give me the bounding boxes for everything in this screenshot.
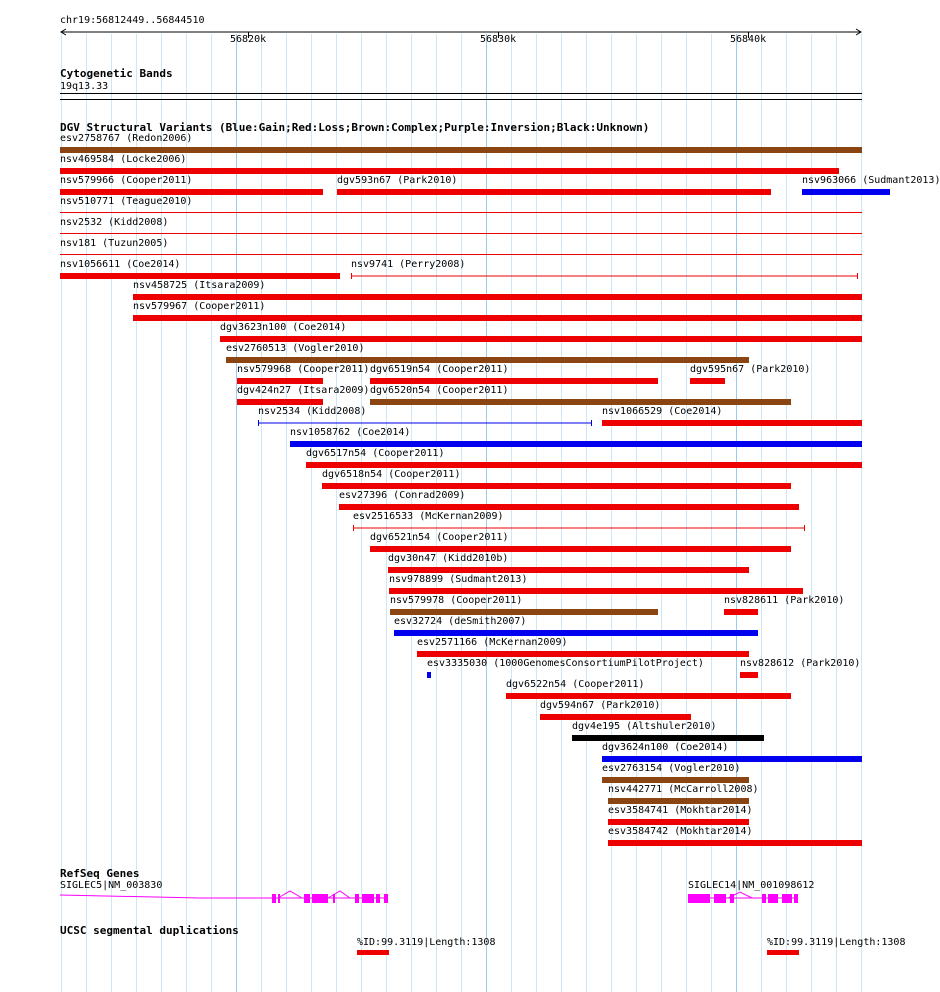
variant-label[interactable]: dgv6519n54 (Cooper2011) bbox=[370, 364, 509, 375]
exon bbox=[794, 894, 798, 903]
variant-label[interactable]: dgv6517n54 (Cooper2011) bbox=[306, 448, 445, 459]
exon bbox=[333, 894, 335, 903]
variant-bar[interactable] bbox=[237, 378, 323, 384]
exon bbox=[312, 894, 328, 903]
variant-label[interactable]: nsv458725 (Itsara2009) bbox=[133, 280, 266, 291]
variant-label[interactable]: dgv6520n54 (Cooper2011) bbox=[370, 385, 509, 396]
variant-label[interactable]: esv32724 (deSmith2007) bbox=[394, 616, 527, 627]
variant-bar[interactable] bbox=[602, 777, 749, 783]
variant-bar[interactable] bbox=[370, 378, 658, 384]
variant-label[interactable]: nsv442771 (McCarroll2008) bbox=[608, 784, 759, 795]
variant-label[interactable]: nsv579966 (Cooper2011) bbox=[60, 175, 193, 186]
variant-bar[interactable] bbox=[608, 819, 749, 825]
variant-bar[interactable] bbox=[608, 798, 749, 804]
track-title-segdups: UCSC segmental duplications bbox=[60, 924, 239, 937]
variant-label[interactable]: dgv593n67 (Park2010) bbox=[337, 175, 458, 186]
variant-bar[interactable] bbox=[390, 609, 658, 615]
variant-label[interactable]: nsv181 (Tuzun2005) bbox=[60, 238, 169, 249]
exon bbox=[376, 894, 380, 903]
variant-bar[interactable] bbox=[60, 273, 340, 279]
track-title-cytoband: Cytogenetic Bands bbox=[60, 67, 173, 80]
variant-bar[interactable] bbox=[602, 420, 862, 426]
cytoband-label: 19q13.33 bbox=[60, 81, 109, 92]
variant-bar[interactable] bbox=[133, 294, 862, 300]
variant-bar[interactable] bbox=[133, 315, 862, 321]
variant-label[interactable]: esv2763154 (Vogler2010) bbox=[602, 763, 741, 774]
variant-label[interactable]: dgv6522n54 (Cooper2011) bbox=[506, 679, 645, 690]
variant-bar[interactable] bbox=[417, 651, 749, 657]
variant-label[interactable]: nsv1058762 (Coe2014) bbox=[290, 427, 411, 438]
variant-label[interactable]: nsv579968 (Cooper2011) bbox=[237, 364, 370, 375]
variant-bar[interactable] bbox=[389, 588, 803, 594]
variant-bar[interactable] bbox=[394, 630, 758, 636]
variant-bar[interactable] bbox=[608, 840, 862, 846]
gene-models[interactable] bbox=[0, 890, 890, 906]
variant-label[interactable]: nsv9741 (Perry2008) bbox=[351, 259, 466, 270]
exon bbox=[278, 894, 280, 903]
exon bbox=[762, 894, 766, 903]
variant-bar[interactable] bbox=[506, 693, 791, 699]
exon bbox=[384, 894, 388, 903]
variant-label[interactable]: nsv469584 (Locke2006) bbox=[60, 154, 187, 165]
gene-label-siglec5[interactable]: SIGLEC5|NM_003830 bbox=[60, 880, 163, 891]
exon bbox=[768, 894, 778, 903]
variant-bar[interactable] bbox=[339, 504, 799, 510]
segdup-bar[interactable] bbox=[357, 950, 389, 955]
variant-label[interactable]: nsv828612 (Park2010) bbox=[740, 658, 861, 669]
variant-bar[interactable] bbox=[802, 189, 890, 195]
variant-bar[interactable] bbox=[370, 546, 791, 552]
exon bbox=[714, 894, 726, 903]
ruler-tick-label: 56830k bbox=[480, 34, 517, 45]
variant-label[interactable]: esv27396 (Conrad2009) bbox=[339, 490, 466, 501]
exon bbox=[304, 894, 310, 903]
variant-bar[interactable] bbox=[388, 567, 749, 573]
variant-bar[interactable] bbox=[540, 714, 691, 720]
variant-label[interactable]: esv3584742 (Mokhtar2014) bbox=[608, 826, 753, 837]
variant-label[interactable]: dgv6518n54 (Cooper2011) bbox=[322, 469, 461, 480]
variant-label[interactable]: dgv30n47 (Kidd2010b) bbox=[388, 553, 509, 564]
variant-bar[interactable] bbox=[602, 756, 862, 762]
variant-label[interactable]: nsv2532 (Kidd2008) bbox=[60, 217, 169, 228]
segdup-label: %ID:99.3119|Length:1308 bbox=[357, 937, 496, 948]
variant-label[interactable]: esv2760513 (Vogler2010) bbox=[226, 343, 365, 354]
variant-bar[interactable] bbox=[572, 735, 764, 741]
variant-label[interactable]: nsv828611 (Park2010) bbox=[724, 595, 845, 606]
variant-label[interactable]: dgv424n27 (Itsara2009) bbox=[237, 385, 370, 396]
variant-bar[interactable] bbox=[740, 672, 758, 678]
variant-bar[interactable] bbox=[370, 399, 791, 405]
variant-bar[interactable] bbox=[322, 483, 791, 489]
variant-bar[interactable] bbox=[724, 609, 758, 615]
variant-label[interactable]: dgv3623n100 (Coe2014) bbox=[220, 322, 347, 333]
variant-span[interactable] bbox=[258, 419, 593, 427]
variant-label[interactable]: dgv595n67 (Park2010) bbox=[690, 364, 811, 375]
variant-label[interactable]: nsv1066529 (Coe2014) bbox=[602, 406, 723, 417]
variant-bar[interactable] bbox=[60, 189, 323, 195]
exon bbox=[688, 894, 710, 903]
variant-label[interactable]: dgv3624n100 (Coe2014) bbox=[602, 742, 729, 753]
variant-label[interactable]: nsv2534 (Kidd2008) bbox=[258, 406, 367, 417]
variant-label[interactable]: nsv978899 (Sudmant2013) bbox=[389, 574, 528, 585]
track-title-refseq: RefSeq Genes bbox=[60, 867, 140, 880]
variant-label[interactable]: dgv594n67 (Park2010) bbox=[540, 700, 661, 711]
variant-line[interactable] bbox=[60, 254, 862, 255]
variant-bar[interactable] bbox=[427, 672, 431, 678]
cytoband-outline-bottom bbox=[60, 99, 862, 100]
position-label: chr19:56812449..56844510 bbox=[60, 15, 205, 26]
variant-bar[interactable] bbox=[306, 462, 862, 468]
variant-label[interactable]: esv2516533 (McKernan2009) bbox=[353, 511, 504, 522]
variant-bar[interactable] bbox=[337, 189, 771, 195]
variant-label[interactable]: nsv963066 (Sudmant2013) bbox=[802, 175, 940, 186]
cytoband-outline-top bbox=[60, 93, 862, 94]
variant-label[interactable]: nsv510771 (Teague2010) bbox=[60, 196, 193, 207]
variant-label[interactable]: esv2571166 (McKernan2009) bbox=[417, 637, 568, 648]
variant-label[interactable]: nsv1056611 (Coe2014) bbox=[60, 259, 181, 270]
ruler-tick-label: 56820k bbox=[230, 34, 267, 45]
track-title-dgv: DGV Structural Variants (Blue:Gain;Red:Loss;Brown:Complex;Purple:Inversion;Black:Unknown) bbox=[60, 121, 650, 134]
exon bbox=[362, 894, 374, 903]
variant-line[interactable] bbox=[60, 212, 862, 213]
variant-line[interactable] bbox=[60, 233, 862, 234]
segdup-bar[interactable] bbox=[767, 950, 799, 955]
variant-bar[interactable] bbox=[690, 378, 725, 384]
exon bbox=[782, 894, 792, 903]
variant-bar[interactable] bbox=[290, 441, 862, 447]
variant-bar[interactable] bbox=[220, 336, 862, 342]
variant-label[interactable]: esv2758767 (Redon2006) bbox=[60, 133, 193, 144]
variant-label[interactable]: dgv4e195 (Altshuler2010) bbox=[572, 721, 717, 732]
variant-label[interactable]: esv3335030 (1000GenomesConsortiumPilotProject) bbox=[427, 658, 704, 669]
segdup-label: %ID:99.3119|Length:1308 bbox=[767, 937, 906, 948]
variant-span[interactable] bbox=[353, 524, 806, 532]
variant-label[interactable]: nsv579978 (Cooper2011) bbox=[390, 595, 523, 606]
variant-span[interactable] bbox=[351, 272, 859, 280]
variant-label[interactable]: nsv579967 (Cooper2011) bbox=[133, 301, 266, 312]
variant-bar[interactable] bbox=[60, 147, 862, 153]
ruler-tick-label: 56840k bbox=[730, 34, 767, 45]
gene-label-siglec14[interactable]: SIGLEC14|NM_001098612 bbox=[688, 880, 815, 891]
exon bbox=[730, 894, 734, 903]
variant-label[interactable]: esv3584741 (Mokhtar2014) bbox=[608, 805, 753, 816]
variant-label[interactable]: dgv6521n54 (Cooper2011) bbox=[370, 532, 509, 543]
variant-bar[interactable] bbox=[226, 357, 749, 363]
exon bbox=[355, 894, 359, 903]
variant-bar[interactable] bbox=[237, 399, 323, 405]
exon bbox=[272, 894, 276, 903]
variant-bar[interactable] bbox=[60, 168, 839, 174]
